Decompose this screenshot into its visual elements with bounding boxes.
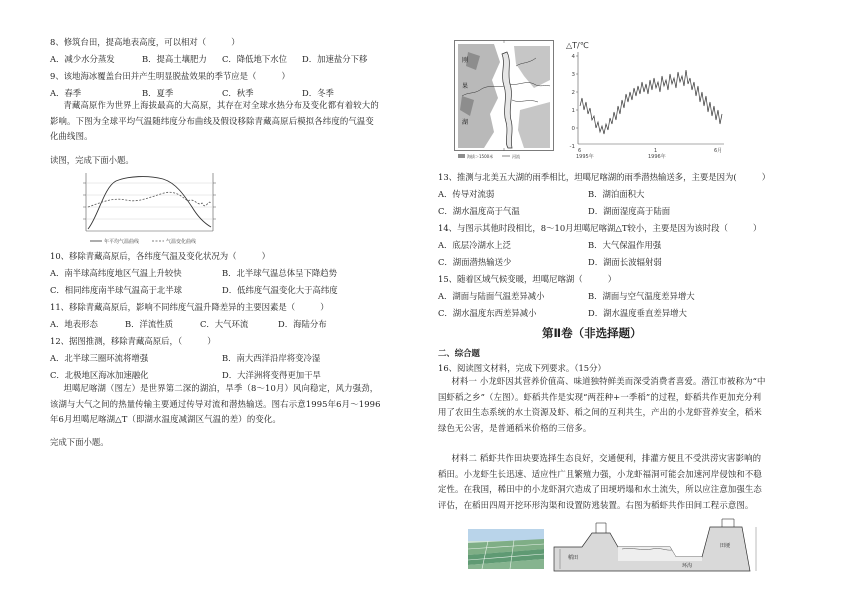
- q8-option-c[interactable]: C．降低地下水位: [222, 54, 288, 64]
- q11-option-b[interactable]: B．洋流性质: [125, 319, 174, 329]
- q10-option-c[interactable]: C．相同纬度南半球气温高于北半球: [50, 285, 183, 295]
- svg-text:1: 1: [571, 108, 575, 114]
- q9-option-c[interactable]: C．秋季: [222, 88, 254, 98]
- section-title: 第Ⅱ卷（非选择题）: [542, 326, 642, 340]
- q10-option-b[interactable]: B．北半球气温总体呈下降趋势: [222, 268, 338, 278]
- diagram-label-ditch: 环沟: [682, 563, 693, 569]
- q11-option-a[interactable]: A．地表形态: [50, 319, 98, 329]
- diagram-label-field: 稻田: [568, 555, 579, 561]
- q15-option-c[interactable]: C．湖水温度东西差异减小: [438, 308, 537, 318]
- svg-text:3: 3: [571, 72, 575, 78]
- svg-text:1995年: 1995年: [576, 154, 594, 160]
- map-legend-river: 河流: [512, 154, 520, 159]
- q14-option-a[interactable]: A．底层冷湖水上泛: [438, 240, 512, 250]
- map-label-guo: 果: [462, 83, 469, 90]
- q12-option-b[interactable]: B．南大西洋沿岸将变冷湿: [222, 353, 321, 363]
- q12-stem: 12、据图推测，移除青藏高原后，（ ）: [50, 336, 216, 346]
- svg-text:6月: 6月: [714, 148, 723, 154]
- q12-option-a[interactable]: A．北半球三圈环流将增强: [50, 353, 149, 363]
- legend-change: 气温变化曲线: [166, 239, 197, 245]
- field-engineering-diagram: [552, 517, 762, 573]
- svg-text:1: 1: [654, 148, 658, 154]
- q12-option-c[interactable]: C．北极地区海冰加速融化: [50, 370, 149, 380]
- temperature-curve-figure: [68, 167, 238, 247]
- instruction-2: 完成下面小题。: [50, 437, 109, 447]
- q16-stem: 16、阅读图文材料，完成下列要求。（15分）: [438, 363, 606, 373]
- svg-text:-1: -1: [569, 144, 575, 150]
- q9-stem: 9、该地海冰覆盖台田并产生明显脱盐效果的季节应是（ ）: [50, 71, 290, 81]
- q9-option-a[interactable]: A．春季: [50, 88, 82, 98]
- q13-option-c[interactable]: C．湖水温度高于气温: [438, 206, 520, 216]
- q11-stem: 11、移除青藏高原后，影响不同纬度气温升降差异的主要因素是（ ）: [50, 302, 329, 312]
- passage-tibet: 青藏高原作为世界上海拔最高的大高原，其存在对全球水热分布及变化都有着较大的影响。下图为全球平均气温随纬度分布曲线及假设移除青藏高原后模拟各纬度的气温变化曲线图。: [50, 100, 379, 141]
- q13-option-b[interactable]: B．湖泊面积大: [588, 189, 645, 199]
- material-1: 材料一 小龙虾因其营养价值高、味道独特鲜美而深受消费者喜爱。潜江市被称为“中国虾稻之乡”（左图）。虾稻共作是实现“两茬种+一季稻”的过程，虾稻共作更加充分利用了农田生态系统的水土资源及虾、稻之间的互利共生，产出的小龙虾营养安全，稻米绿色无公害，是普通稻米价格的三倍多。: [438, 376, 766, 433]
- q8-option-b[interactable]: B．提高土壤肥力: [142, 54, 207, 64]
- q14-option-d[interactable]: D．湖面长波辐射弱: [588, 257, 662, 267]
- svg-text:1996年: 1996年: [648, 154, 666, 160]
- q8-option-a[interactable]: A．减少水分蒸发: [50, 54, 115, 64]
- q10-option-d[interactable]: D．低纬度气温变化大于高纬度: [222, 285, 338, 295]
- q8-stem: 8、修筑台田，提高地表高度，可以相对（ ）: [50, 37, 240, 47]
- q12-option-d[interactable]: D．大洋洲将变得更加干旱: [222, 370, 321, 380]
- q13-option-a[interactable]: A．传导对流弱: [438, 189, 495, 199]
- q11-option-d[interactable]: D．海陆分布: [278, 319, 327, 329]
- map-label-gang: 刚: [462, 57, 469, 64]
- svg-text:2: 2: [571, 90, 575, 96]
- q15-option-a[interactable]: A．湖面与陆面气温差异减小: [438, 291, 545, 301]
- q14-option-b[interactable]: B．大气保温作用强: [588, 240, 662, 250]
- svg-text:4: 4: [571, 54, 575, 60]
- svg-text:0: 0: [571, 126, 575, 132]
- q10-option-a[interactable]: A．南半球高纬度地区气温上升较快: [50, 268, 182, 278]
- instruction-1: 读图，完成下面小题。: [50, 155, 134, 165]
- q15-option-b[interactable]: B．湖面与空气温度差异增大: [588, 291, 695, 301]
- map-label-hu: 湖: [462, 119, 469, 126]
- delta-t-chart: [564, 36, 816, 160]
- svg-text:6: 6: [578, 148, 582, 154]
- q14-stem: 14、与图示其他时段相比，8～10月坦噶尼喀湖△T较小，主要是因为该时段（ ）: [438, 223, 762, 233]
- q9-option-d[interactable]: D．冬季: [302, 88, 334, 98]
- subhead-comprehensive: 二、综合题: [438, 348, 480, 358]
- tanganyika-map: [454, 40, 554, 162]
- diagram-label-bank: 田埂: [720, 543, 731, 549]
- delta-t-series: [580, 70, 722, 134]
- q13-option-d[interactable]: D．湖面湿度高于陆面: [588, 206, 671, 216]
- q11-option-c[interactable]: C．大气环流: [200, 319, 249, 329]
- q14-option-c[interactable]: C．湖面潜热输送少: [438, 257, 512, 267]
- q13-stem: 13、推测与北美五大湖的雨季相比，坦噶尼喀湖的雨季潜热输送多，主要是因为( ）: [438, 172, 771, 182]
- delta-t-ylabel: △T/℃: [566, 41, 589, 50]
- material-2: 材料二 稻虾共作田块要选择生态良好，交通便利，排灌方便且不受洪涝灾害影响的稻田。小龙虾生长迅速、适应性广且繁殖力强，小龙虾福洞可能会加速河岸侵蚀和不稳定性。在我国，稀田中的小龙虾洞穴造成了田埂坍塌和水土流失，所以应注意加强生态评估，在稻田四周开挖环形沟渠和设置防逃装置。右图为稻虾共作田间工程示意图。: [438, 453, 762, 510]
- q15-option-d[interactable]: D．湖水温度垂直差异增大: [588, 308, 687, 318]
- q8-option-d[interactable]: D．加速盐分下移: [302, 54, 368, 64]
- map-legend-highland: 海拔＞1500米: [467, 154, 494, 159]
- passage-tanganyika: 坦噶尼喀湖（图左）是世界第二深的湖泊，旱季（8～10月）风向稳定，风力强劲，该湖与大气之间的热量传输主要通过传导对流和潜热输送。图右示意1995年6月～1996年6月坦噶尼喀湖△T（即湖水温度减湖区气温的差）的变化。: [50, 383, 381, 424]
- rice-shrimp-field-photo: [468, 529, 544, 569]
- q10-stem: 10、移除青藏高原后，各纬度气温及变化状况为（ ）: [50, 251, 271, 261]
- q15-stem: 15、随着区域气候变暖，坦噶尼喀湖（ ）: [438, 274, 617, 284]
- q9-option-b[interactable]: B．夏季: [142, 88, 174, 98]
- legend-annual: 年平均气温曲线: [104, 239, 140, 245]
